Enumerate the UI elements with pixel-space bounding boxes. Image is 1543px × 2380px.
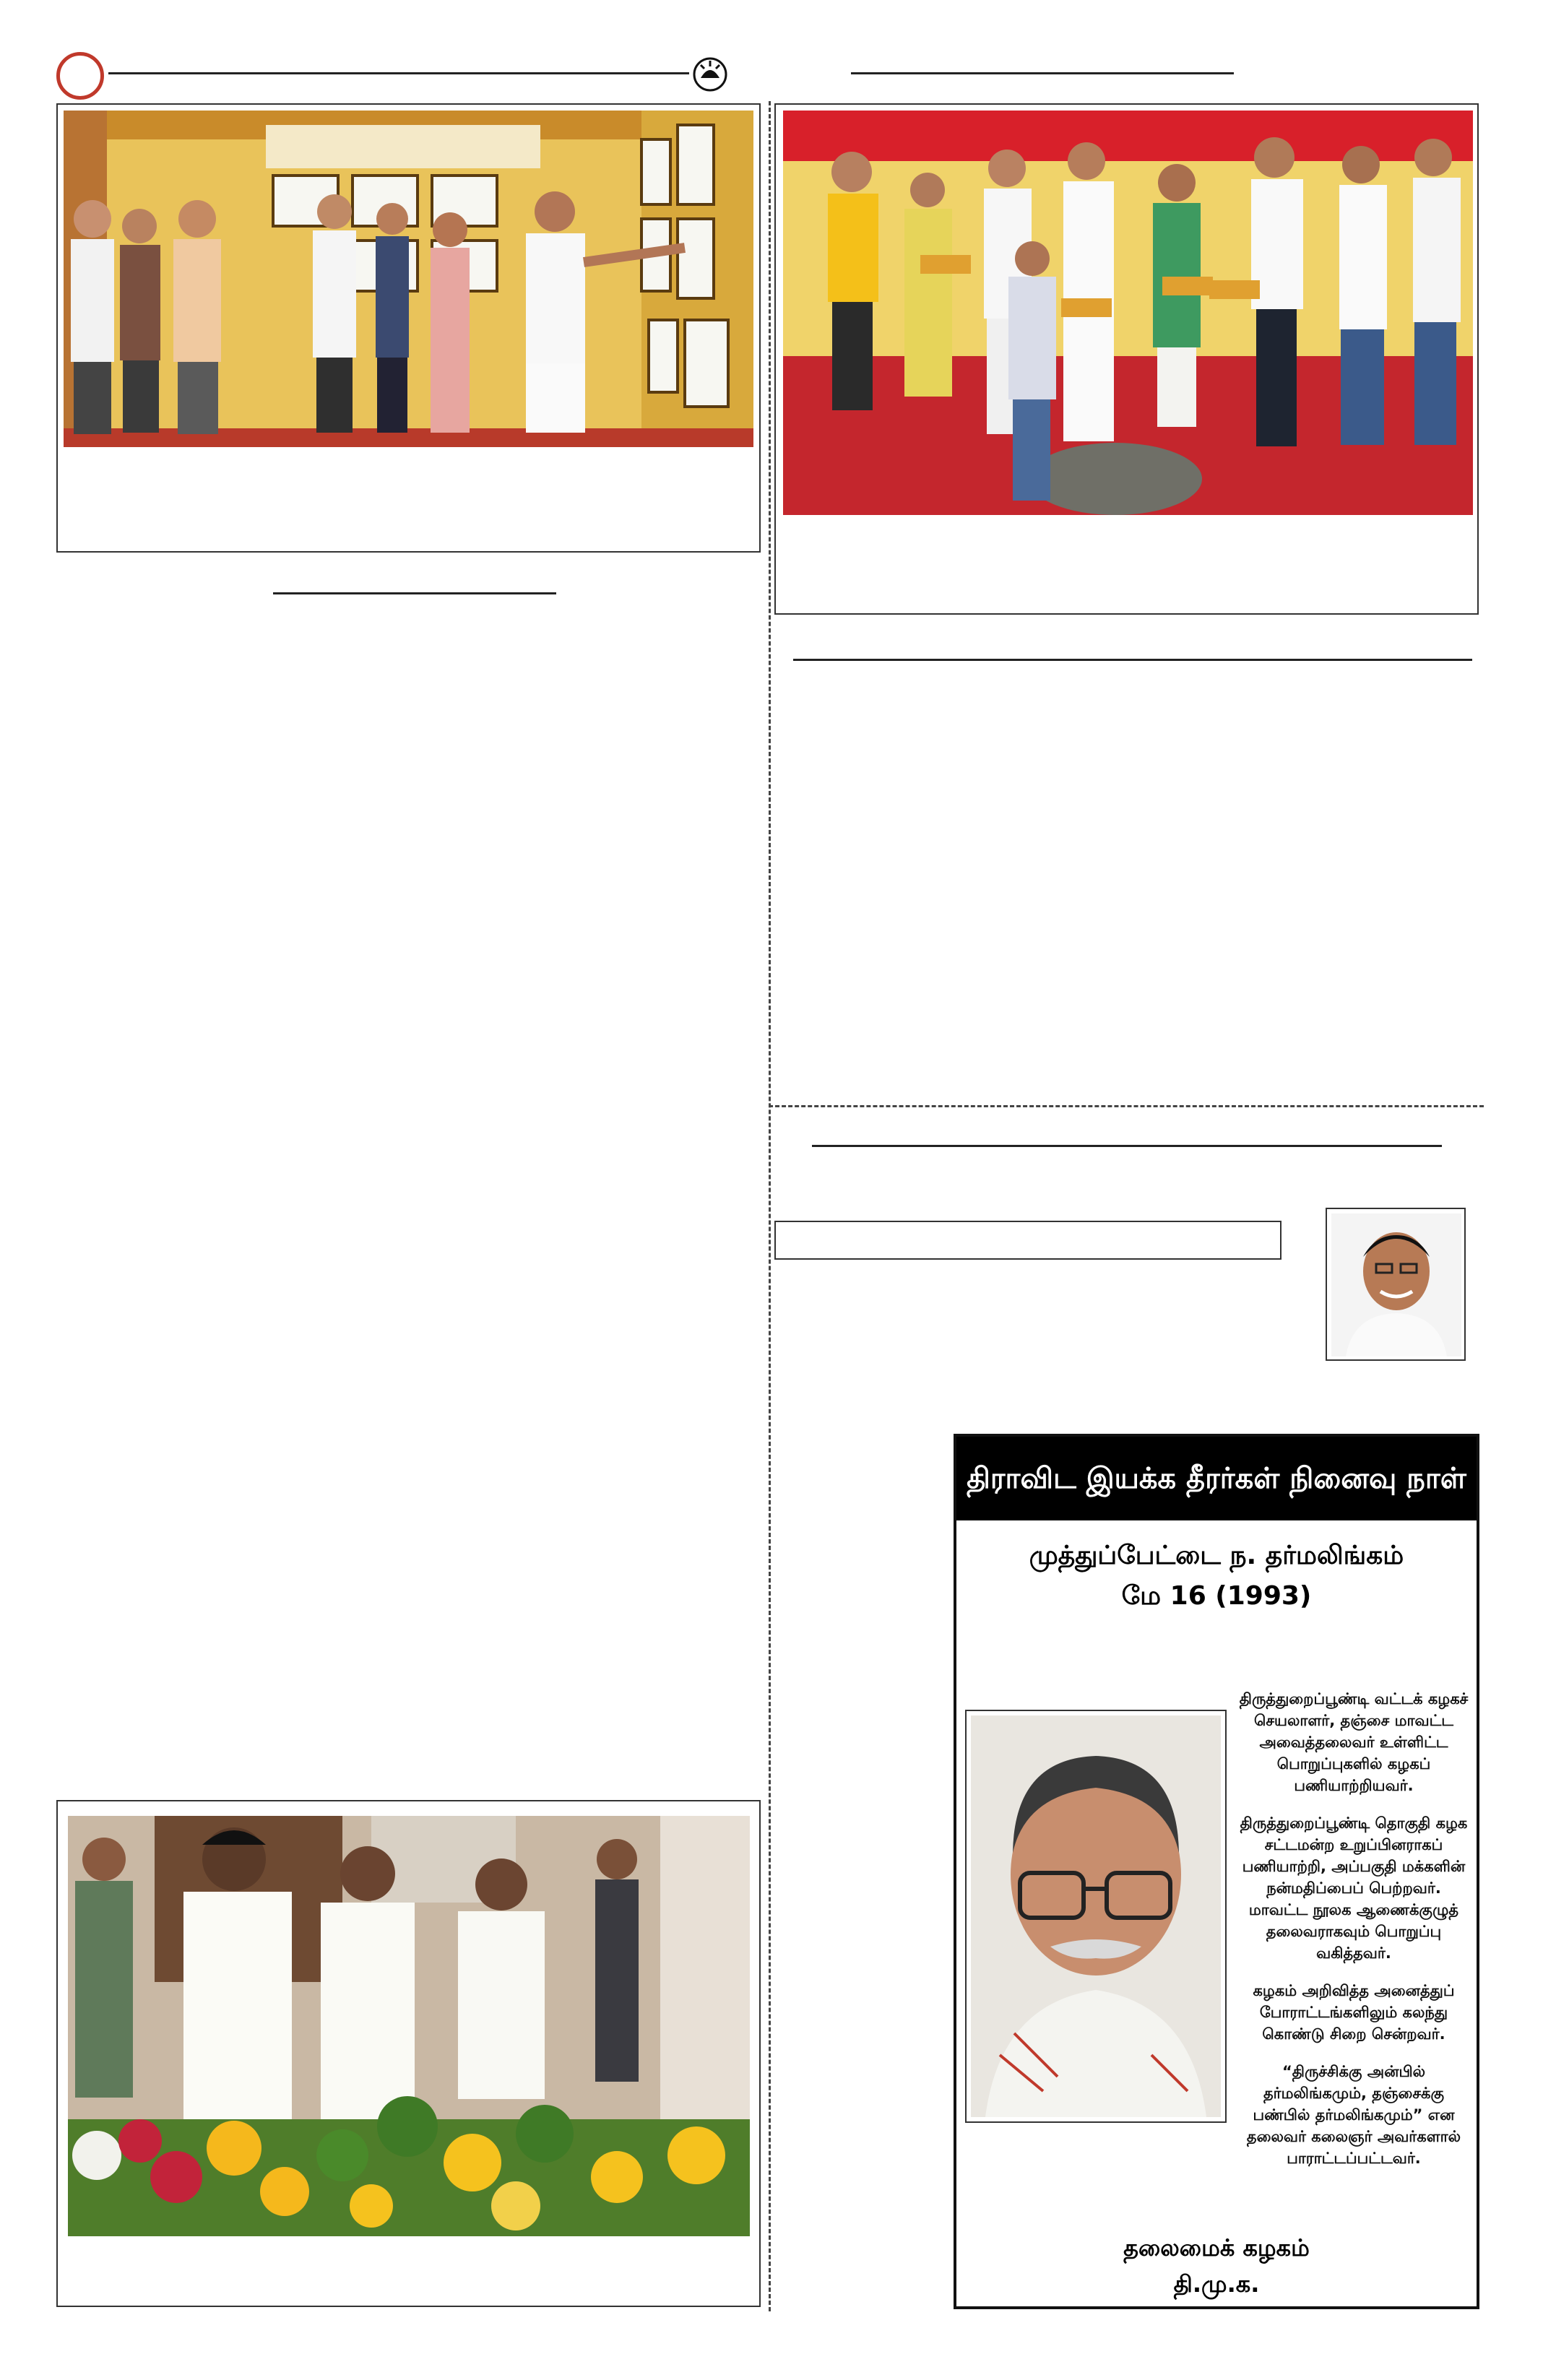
photo-floral-tribute (68, 1816, 750, 2236)
section-divider (769, 1105, 1484, 1107)
sun-emblem-icon (692, 56, 728, 92)
photo-exhibition-visit (64, 111, 753, 447)
memorial-bio (1235, 1688, 1473, 2185)
photo-frame-exhibition (56, 103, 761, 553)
bio-paragraph: கழகம் அறிவித்த அனைத்துப் போராட்டங்களிலும் கலந்து கொண்டு சிறை சென்றவர். (1253, 1982, 1455, 2043)
header-rule-right (851, 72, 1234, 74)
headline-rule-left (273, 592, 556, 594)
photo-frame-tribute (56, 1800, 761, 2307)
memorial-signature-line1: தலைமைக் கழகம் (1123, 2234, 1310, 2262)
header-rule-left (108, 72, 689, 74)
portrait-frame (1326, 1208, 1466, 1361)
portrait-photo (1331, 1213, 1461, 1356)
bio-paragraph: திருத்துறைப்பூண்டி வட்டக் கழகச் செயலாளர், தஞ்சை மாவட்ட அவைத்தலைவர் உள்ளிட்ட பொறுப்புகளில் கழகப் பணியாற்றியவர். (1239, 1690, 1469, 1794)
memorial-date: மே 16 (1993) (1121, 1581, 1312, 1611)
page-number-circle (56, 52, 104, 100)
photo-foundation-ceremony (783, 111, 1473, 515)
memorial-portrait-photo (971, 1715, 1221, 2117)
byline-box (774, 1221, 1281, 1260)
memorial-signature-line2: தி.மு.க. (1173, 2270, 1260, 2298)
memorial-band-title: திராவிட இயக்க தீரர்கள் நினைவு நாள் (956, 1437, 1477, 1520)
bio-paragraph: “திருச்சிக்கு அன்பில் தர்மலிங்கமும், தஞ்சைக்கு பண்பில் தர்மலிங்கமும்” என தலைவர் கலைஞர் அவர்களால் பாராட்டப்பட்டவர். (1246, 2063, 1461, 2167)
photo-frame-foundation (774, 103, 1479, 615)
memorial-notice (954, 1434, 1479, 2309)
headline-rule-right (793, 659, 1472, 661)
memorial-portrait-frame (965, 1710, 1227, 2123)
column-divider (769, 101, 771, 2311)
headline-rule-lower (812, 1145, 1442, 1147)
memorial-person-name: முத்துப்பேட்டை ந. தர்மலிங்கம் (1029, 1541, 1404, 1570)
bio-paragraph: திருத்துறைப்பூண்டி தொகுதி கழக சட்டமன்ற உறுப்பினராகப் பணியாற்றி, அப்பகுதி மக்களின் நன்மதிப்பைப் பெற்றவர். மாவட்ட நூலக ஆணைக்குழுத் தலைவராகவும் பொறுப்பு வகித்தவர். (1240, 1814, 1468, 1962)
